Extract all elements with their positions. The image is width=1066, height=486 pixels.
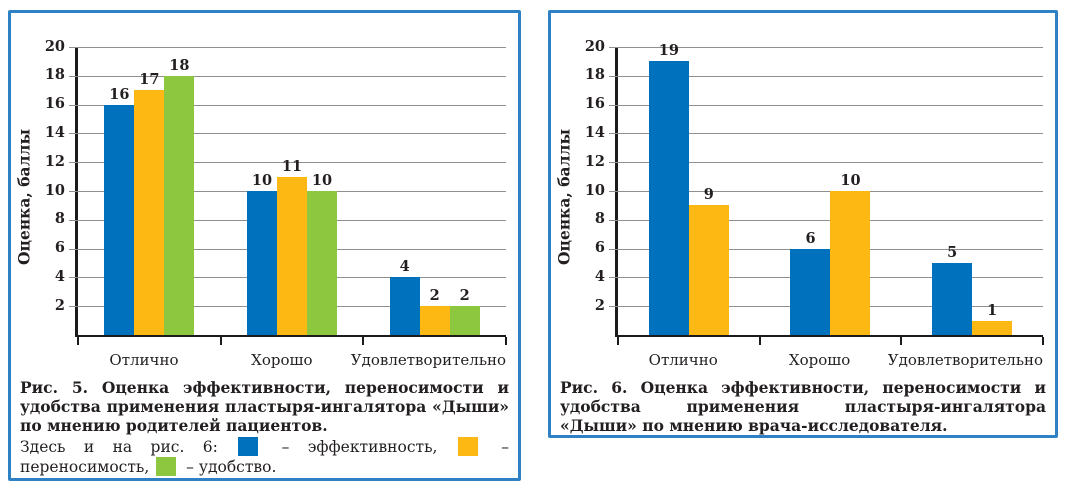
y-tick-label: 2: [594, 296, 605, 314]
bar-value-label: 4: [399, 258, 410, 276]
y-tick-label: 10: [44, 181, 65, 199]
y-axis-label: Оценка, баллы: [14, 128, 34, 265]
x-tick-mark: [77, 337, 79, 345]
plot-area: [14, 37, 506, 337]
bar-переносимость: [689, 186, 729, 335]
bar-удобство: [450, 287, 480, 335]
y-tick-label: 4: [54, 267, 65, 285]
x-category-label: Отлично: [109, 351, 179, 369]
y-tick-label: 20: [584, 37, 605, 55]
figure-5-caption-block: [11, 378, 518, 477]
bar-group-3: [363, 47, 506, 335]
x-tick-mark: [617, 337, 619, 345]
bar-эффективность: [790, 229, 830, 335]
y-tick-label: 12: [44, 152, 65, 170]
bar-value-label: 6: [805, 229, 816, 247]
legend-swatch: [458, 437, 478, 456]
y-tick-label: 6: [594, 239, 605, 257]
y-tick-label: 14: [584, 123, 605, 141]
y-tick-label: 12: [584, 152, 605, 170]
bar-переносимость: [830, 172, 870, 335]
bar-переносимость: [972, 301, 1012, 335]
y-tick-label: 10: [584, 181, 605, 199]
bar-переносимость: [277, 157, 307, 335]
legend-swatch: [238, 437, 258, 456]
figure-5-panel: [8, 10, 521, 481]
bar-group-1: [618, 42, 760, 335]
figure-5-bar-chart: [11, 33, 518, 373]
x-category-label: Удовлетворительно: [350, 351, 507, 369]
bar-value-label: 9: [703, 186, 714, 204]
bar-value-label: 10: [251, 172, 273, 189]
legend-swatch: [156, 457, 176, 476]
x-tick-mark: [900, 337, 902, 345]
bar-value-label: 2: [429, 287, 440, 305]
x-category-label: Отлично: [648, 351, 718, 369]
bar-переносимость: [134, 71, 164, 335]
x-axis-labels: [75, 351, 506, 369]
bar-value-label: 17: [139, 71, 160, 89]
figure-5-legend: Здесь и на рис. 6: – эффективность, – переносимость, – удобство.: [20, 437, 509, 476]
x-tick-mark: [362, 337, 364, 345]
y-tick-label: 18: [584, 66, 605, 84]
x-tick-mark: [759, 337, 761, 345]
bar-value-label: 10: [311, 172, 333, 189]
figure-6-caption-block: [551, 378, 1055, 436]
y-tick-label: 4: [594, 267, 605, 285]
bar-value-label: 18: [169, 56, 190, 74]
bar-эффективность: [649, 42, 689, 335]
x-category-label: Хорошо: [788, 351, 851, 369]
bar-удобство: [164, 56, 194, 335]
x-tick-mark: [1042, 337, 1044, 345]
bar-value-label: 2: [459, 287, 470, 305]
bar-group-2: [221, 47, 364, 335]
bar-value-label: 19: [658, 42, 679, 60]
y-tick-label: 8: [594, 210, 605, 228]
bar-value-label: 5: [947, 244, 958, 261]
figure-6-bar-chart: [551, 33, 1055, 373]
bar-переносимость: [420, 287, 450, 335]
plot-area: [554, 37, 1043, 337]
y-tick-label: 8: [54, 210, 65, 228]
bar-value-label: 16: [109, 85, 130, 103]
bar-value-label: 10: [840, 172, 861, 189]
bar-value-label: 1: [987, 301, 998, 319]
y-tick-label: 6: [54, 239, 65, 257]
y-tick-label: 20: [44, 37, 65, 55]
y-axis-label: Оценка, баллы: [554, 128, 574, 265]
bar-эффективность: [247, 172, 277, 335]
bar-эффективность: [932, 244, 972, 335]
bar-удобство: [307, 172, 337, 335]
y-tick-label: 16: [584, 95, 605, 113]
bar-group-3: [901, 47, 1043, 335]
bar-value-label: 11: [281, 157, 303, 175]
bar-эффективность: [390, 258, 420, 335]
x-axis-labels: [615, 351, 1043, 369]
figure-6-caption: Рис. 6. Оценка эффективности, переносимости и удобства применения пластыря-ингалятора «Дыши» по мнению врача-исследователя.: [560, 378, 1046, 436]
y-tick-label: 14: [44, 123, 65, 141]
x-tick-mark: [505, 337, 507, 345]
bar-group-2: [760, 47, 902, 335]
figure-5-caption: Рис. 5. Оценка эффективности, переносимости и удобства применения пластыря-ингалятора «Дыши» по мнению родителей пациентов.: [20, 378, 509, 436]
figure-6-panel: [548, 10, 1058, 438]
x-category-label: Хорошо: [251, 351, 313, 369]
bar-group-1: [78, 47, 221, 335]
y-tick-label: 16: [44, 95, 65, 113]
x-category-label: Удовлетворительно: [887, 351, 1044, 369]
bar-эффективность: [104, 85, 134, 335]
y-tick-label: 18: [44, 66, 65, 84]
x-tick-mark: [220, 337, 222, 345]
y-tick-label: 2: [54, 296, 65, 314]
